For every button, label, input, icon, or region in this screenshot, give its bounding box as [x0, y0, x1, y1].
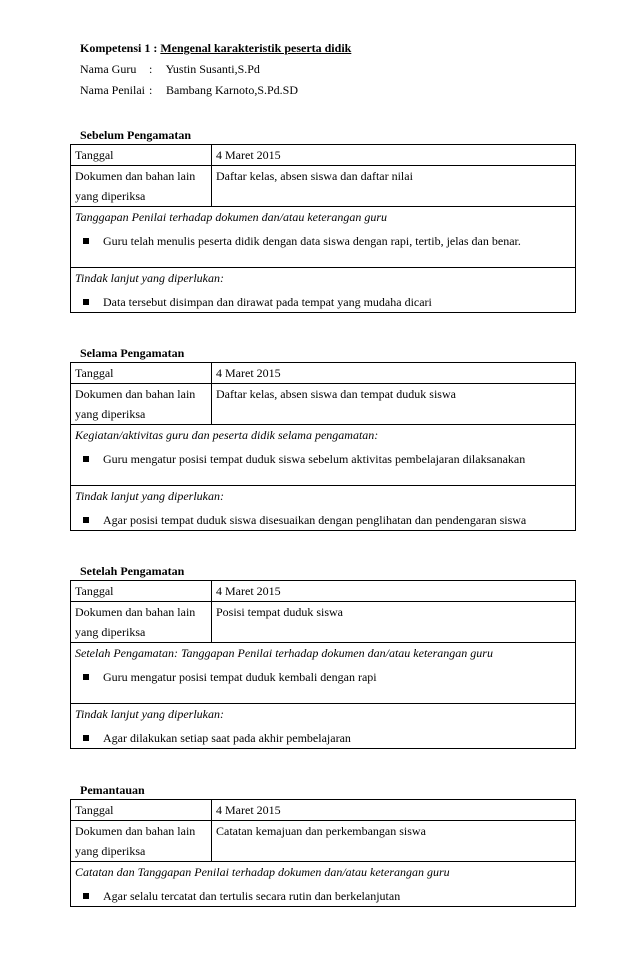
activity-bullet-item [75, 449, 571, 469]
teacher-name-row [80, 59, 580, 80]
response-bullet-item [75, 231, 571, 251]
square-bullet-icon [83, 299, 89, 305]
documents-value: Daftar kelas, absen siswa dan daftar nilai [212, 166, 576, 207]
followup-cell [71, 486, 576, 531]
followup-label: Tindak lanjut yang diperlukan: [75, 707, 224, 721]
competency-prefix: Kompetensi 1 : [80, 41, 158, 55]
documents-row [71, 166, 576, 207]
assessor-name-colon: : [149, 83, 153, 97]
teacher-name-colon: : [149, 62, 153, 76]
date-label: Tanggal [71, 581, 212, 602]
followup-bullet-item [75, 292, 571, 312]
date-row [71, 145, 576, 166]
response-row [71, 643, 576, 704]
date-label: Tanggal [71, 800, 212, 821]
date-row [71, 363, 576, 384]
response-cell [71, 643, 576, 704]
documents-label-line-2: yang diperiksa [75, 844, 146, 858]
square-bullet-icon [83, 517, 89, 523]
response-label: Setelah Pengamatan: Tanggapan Penilai terhadap dokumen dan/atau keterangan guru [75, 646, 493, 660]
response-bullet-item [75, 667, 571, 687]
documents-value: Daftar kelas, absen siswa dan tempat duduk siswa [212, 384, 576, 425]
square-bullet-icon [83, 893, 89, 899]
documents-value: Posisi tempat duduk siswa [212, 602, 576, 643]
date-value: 4 Maret 2015 [212, 800, 576, 821]
section-during-observation [70, 344, 576, 531]
observation-table [70, 362, 576, 531]
followup-label: Tindak lanjut yang diperlukan: [75, 271, 224, 285]
documents-label [71, 602, 212, 643]
assessor-name-value: Bambang Karnoto,S.Pd.SD [166, 83, 298, 97]
square-bullet-icon [83, 238, 89, 244]
section-title: Selama Pengamatan [80, 346, 185, 360]
response-row [71, 862, 576, 907]
teacher-name-label: Nama Guru [80, 62, 137, 76]
activity-cell [71, 425, 576, 486]
response-label: Tanggapan Penilai terhadap dokumen dan/atau keterangan guru [75, 210, 387, 224]
competency-title [80, 38, 580, 59]
response-bullet-text: Guru mengatur posisi tempat duduk kembali dengan rapi [103, 670, 377, 684]
documents-label-line-1: Dokumen dan bahan lain [75, 169, 196, 183]
date-row [71, 800, 576, 821]
documents-row [71, 384, 576, 425]
assessor-name-label: Nama Penilai [80, 83, 145, 97]
square-bullet-icon [83, 456, 89, 462]
followup-cell [71, 704, 576, 749]
response-cell [71, 207, 576, 268]
documents-label [71, 821, 212, 862]
documents-label-line-2: yang diperiksa [75, 625, 146, 639]
observation-table [70, 799, 576, 907]
response-bullet-text: Guru telah menulis peserta didik dengan data siswa dengan rapi, tertib, jelas dan benar. [103, 234, 521, 248]
date-value: 4 Maret 2015 [212, 145, 576, 166]
followup-bullet-text: Data tersebut disimpan dan dirawat pada tempat yang mudaha dicari [103, 295, 432, 309]
followup-cell [71, 268, 576, 313]
followup-row [71, 268, 576, 313]
date-value: 4 Maret 2015 [212, 363, 576, 384]
competency-name: Mengenal karakteristik peserta didik [160, 41, 352, 55]
documents-label-line-1: Dokumen dan bahan lain [75, 387, 196, 401]
followup-bullet-text: Agar posisi tempat duduk siswa disesuaikan dengan penglihatan dan pendengaran siswa [103, 513, 527, 527]
response-cell [71, 862, 576, 907]
documents-label [71, 384, 212, 425]
documents-row [71, 821, 576, 862]
date-label: Tanggal [71, 363, 212, 384]
square-bullet-icon [83, 735, 89, 741]
section-after-observation [70, 562, 576, 749]
documents-value: Catatan kemajuan dan perkembangan siswa [212, 821, 576, 862]
followup-row [71, 486, 576, 531]
documents-label-line-2: yang diperiksa [75, 189, 146, 203]
activity-row [71, 425, 576, 486]
followup-bullet-item [75, 728, 571, 748]
documents-label-line-1: Dokumen dan bahan lain [75, 824, 196, 838]
response-bullet-text: Agar selalu tercatat dan tertulis secara rutin dan berkelanjutan [103, 889, 401, 903]
documents-label-line-1: Dokumen dan bahan lain [75, 605, 196, 619]
document-header [80, 38, 580, 101]
documents-label-line-2: yang diperiksa [75, 407, 146, 421]
section-monitoring [70, 781, 576, 907]
followup-bullet-item [75, 510, 571, 530]
activity-bullet-text: Guru mengatur posisi tempat duduk siswa sebelum aktivitas pembelajaran dilaksanakan [103, 452, 526, 466]
followup-label: Tindak lanjut yang diperlukan: [75, 489, 224, 503]
documents-label [71, 166, 212, 207]
documents-row [71, 602, 576, 643]
date-row [71, 581, 576, 602]
response-label: Catatan dan Tanggapan Penilai terhadap dokumen dan/atau keterangan guru [75, 865, 450, 879]
date-value: 4 Maret 2015 [212, 581, 576, 602]
followup-bullet-text: Agar dilakukan setiap saat pada akhir pembelajaran [103, 731, 351, 745]
section-title: Sebelum Pengamatan [80, 128, 191, 142]
date-label: Tanggal [71, 145, 212, 166]
assessor-name-row [80, 80, 580, 101]
observation-table [70, 580, 576, 749]
followup-row [71, 704, 576, 749]
section-title: Pemantauan [80, 783, 145, 797]
square-bullet-icon [83, 674, 89, 680]
section-title: Setelah Pengamatan [80, 564, 185, 578]
activity-label: Kegiatan/aktivitas guru dan peserta didik selama pengamatan: [75, 428, 379, 442]
teacher-name-value: Yustin Susanti,S.Pd [165, 62, 260, 76]
observation-table [70, 144, 576, 313]
response-bullet-item [75, 886, 571, 906]
response-row [71, 207, 576, 268]
section-before-observation [70, 126, 576, 313]
